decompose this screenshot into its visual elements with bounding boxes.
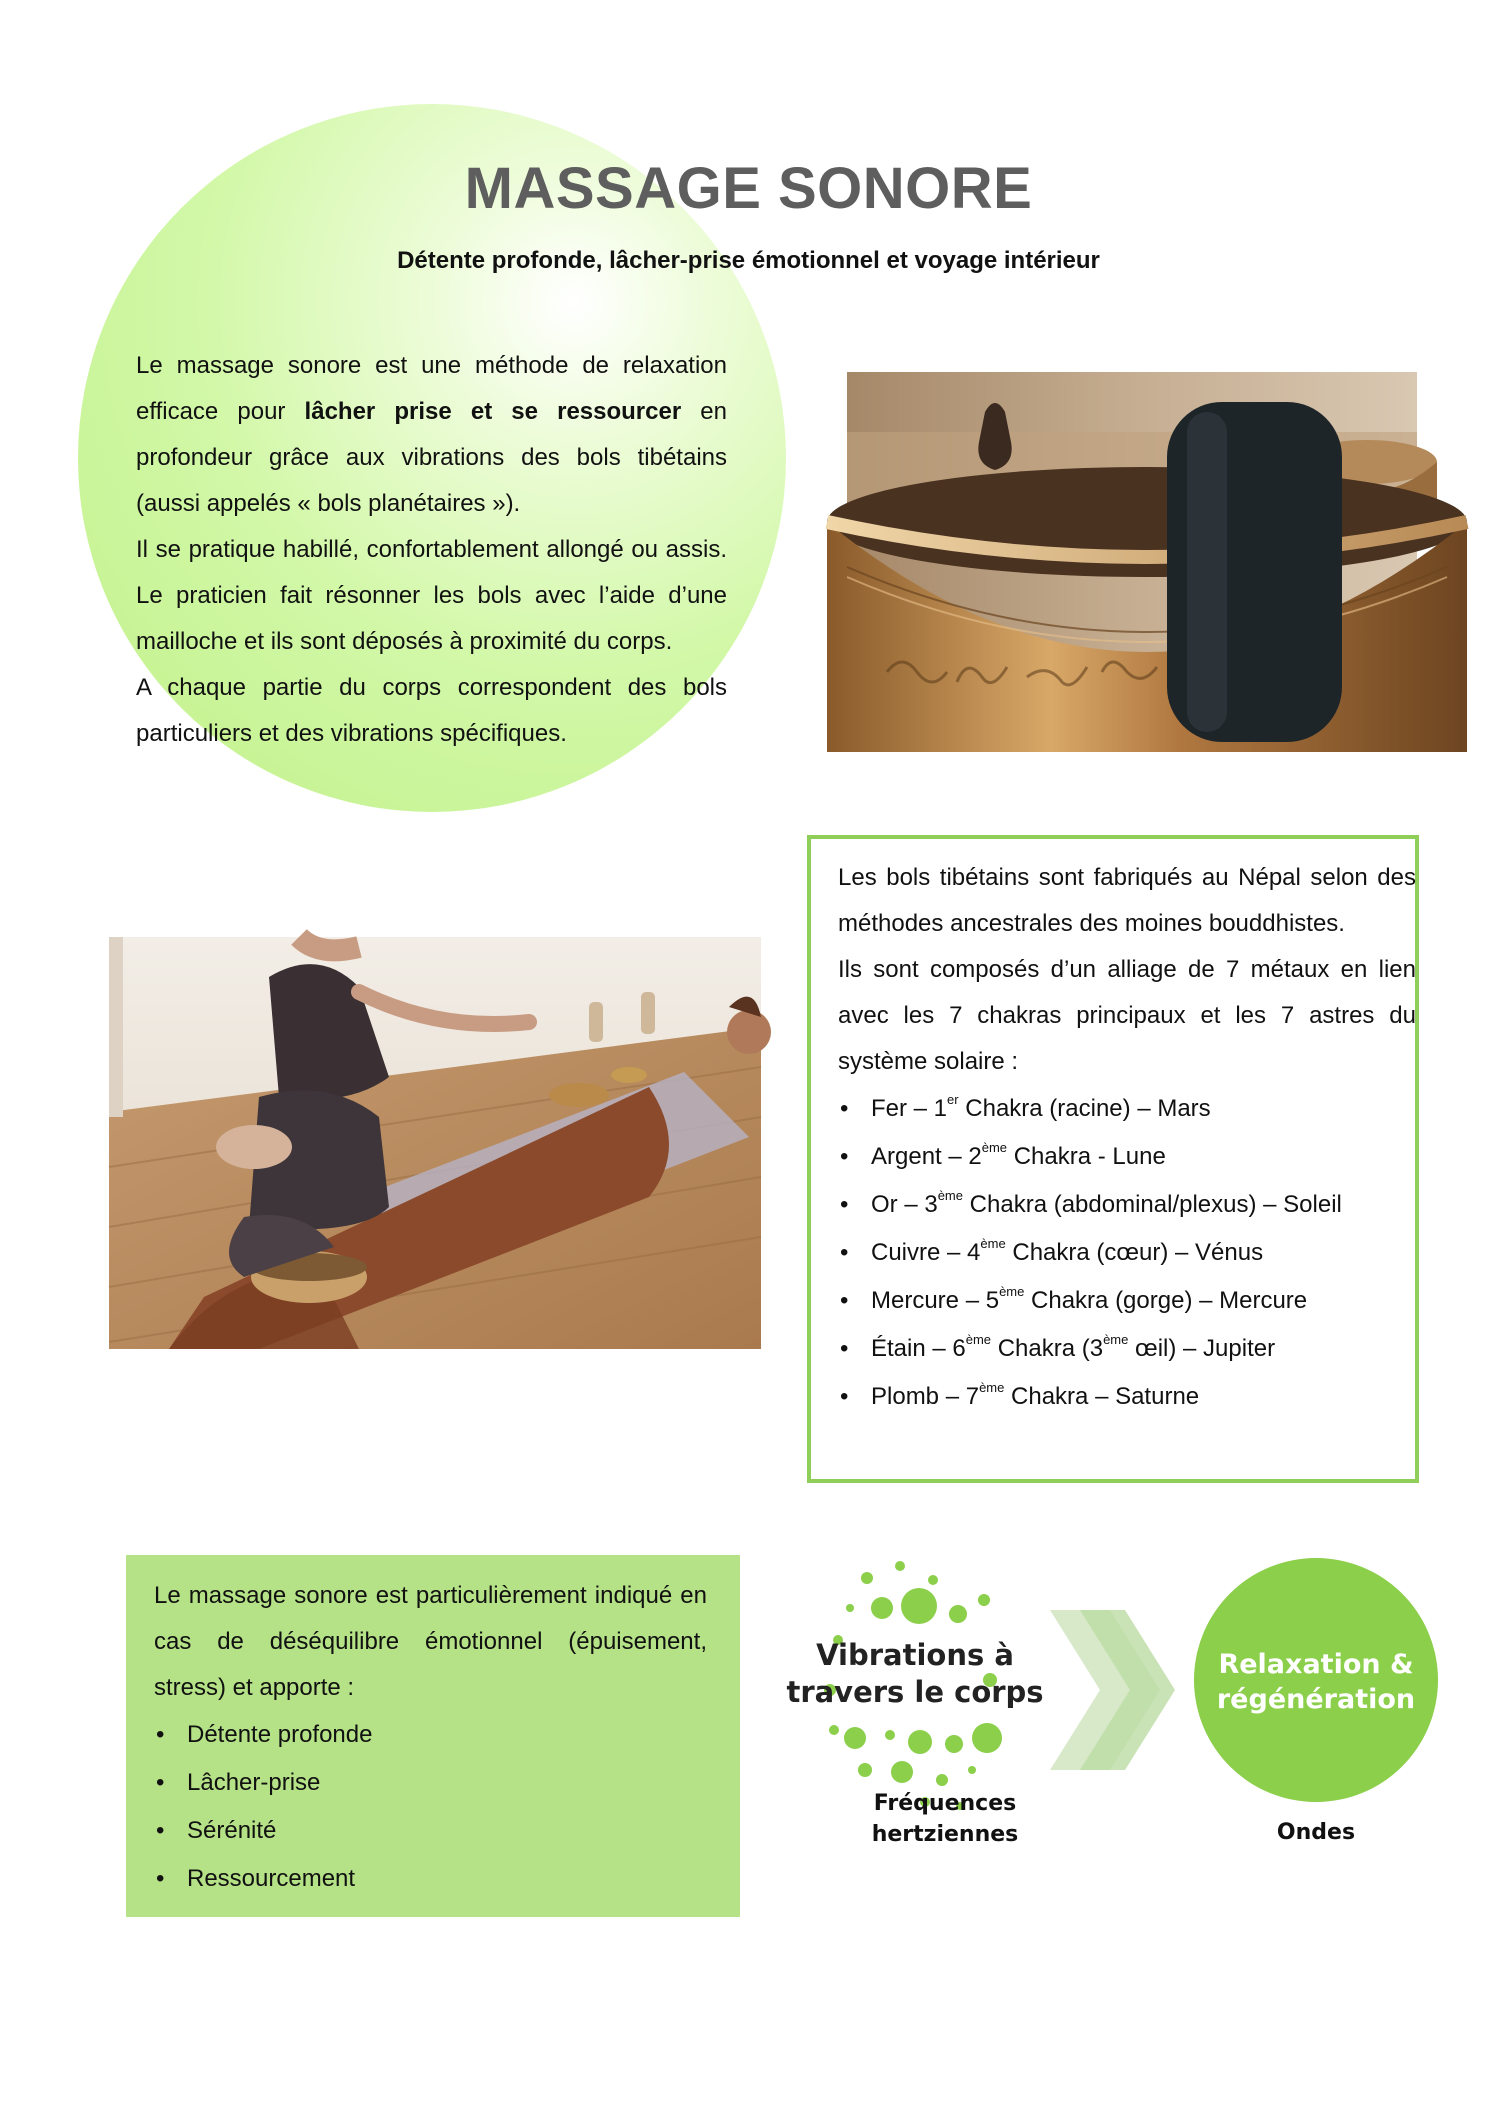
ordinal-sup: ème (979, 1380, 1005, 1395)
metal-text: Or – 3 (871, 1191, 938, 1218)
diagram-left-line-2: travers le corps (786, 1675, 1044, 1709)
ordinal-sup: ème (980, 1236, 1006, 1251)
intro-text-b: en profondeur grâce aux vibrations des bols tibétains (aussi appelés « bols planétaires »). (136, 398, 727, 517)
intro-paragraph-2: Il se pratique habillé, confortablement allongé ou assis. Le praticien fait résonner les bols avec l’aide d’une mailloche et ils sont déposés à proximité du corps. (136, 536, 727, 655)
list-item (838, 1229, 1416, 1277)
metal-text: Étain – 6 (871, 1335, 966, 1362)
page-title: MASSAGE SONORE (464, 156, 1033, 221)
bullet-icon: • (156, 1769, 165, 1796)
metal-text: Chakra - Lune (1007, 1143, 1166, 1170)
metal-text: Chakra (racine) – Mars (958, 1095, 1211, 1122)
bullet-icon: • (840, 1287, 849, 1314)
info-paragraph-2: Ils sont composés d’un alliage de 7 métaux en lien avec les 7 chakras principaux et les 7 astres du système solaire : (838, 956, 1416, 1075)
double-chevron-icon (1050, 1610, 1175, 1770)
caption-frequencies (820, 1788, 1070, 1850)
bullet-icon: • (840, 1383, 849, 1410)
intro-text-bold: lâcher prise et se ressourcer (304, 398, 682, 425)
metal-text: Argent – 2 (871, 1143, 982, 1170)
ordinal-sup: ème (937, 1188, 963, 1203)
bullet-icon: • (156, 1721, 165, 1748)
benefit-label: Lâcher-prise (187, 1769, 321, 1796)
ordinal-sup: ème (999, 1284, 1025, 1299)
list-item (838, 1181, 1416, 1229)
bullet-icon: • (840, 1239, 849, 1266)
metal-text: œil) – Jupiter (1128, 1335, 1276, 1362)
metal-text: Chakra (cœur) – Vénus (1005, 1239, 1264, 1266)
diagram-right-line-2: régénération (1216, 1684, 1416, 1715)
metal-text: Cuivre – 4 (871, 1239, 981, 1266)
massage-session-photo (109, 937, 761, 1349)
benefits-text (154, 1573, 707, 1903)
list-item (838, 1085, 1416, 1133)
benefit-label: Sérénité (187, 1817, 277, 1844)
caption-frequencies-line-1: Fréquences (873, 1791, 1017, 1816)
list-item (154, 1855, 707, 1903)
metal-text: Chakra (3 (991, 1335, 1104, 1362)
diagram-right-line-1: Relaxation & (1218, 1649, 1414, 1680)
benefits-intro: Le massage sonore est particulièrement indiqué en cas de déséquilibre émotionnel (épuisement, stress) et apporte : (154, 1582, 707, 1701)
caption-waves: Ondes (1276, 1820, 1356, 1845)
benefit-label: Ressourcement (187, 1865, 356, 1892)
bullet-icon: • (840, 1143, 849, 1170)
list-item (838, 1133, 1416, 1181)
bullet-icon: • (840, 1095, 849, 1122)
metals-list (838, 1085, 1416, 1421)
ordinal-sup: ème (981, 1140, 1008, 1155)
ordinal-sup: er (947, 1092, 959, 1107)
intro-paragraph-3: A chaque partie du corps correspondent des bols particuliers et des vibrations spécifiques. (136, 674, 727, 747)
intro-paragraph-1 (136, 343, 727, 527)
list-item (154, 1759, 707, 1807)
ordinal-sup: ème (1103, 1332, 1129, 1347)
singing-bowl-photo (847, 372, 1417, 742)
metal-text: Plomb – 7 (871, 1383, 980, 1410)
metal-text: Fer – 1 (871, 1095, 948, 1122)
list-item (838, 1373, 1416, 1421)
list-item (838, 1325, 1416, 1373)
list-item (154, 1807, 707, 1855)
info-text (838, 855, 1416, 1421)
bullet-icon: • (840, 1335, 849, 1362)
metal-text: Chakra (abdominal/plexus) – Soleil (963, 1191, 1342, 1218)
list-item (838, 1277, 1416, 1325)
benefits-list (154, 1711, 707, 1903)
ordinal-sup: ème (965, 1332, 992, 1347)
list-item (154, 1711, 707, 1759)
intro-text-a: Le massage sonore est une méthode de relaxation efficace pour (136, 352, 727, 425)
info-paragraph-1: Les bols tibétains sont fabriqués au Népal selon des méthodes ancestrales des moines bouddhistes. (838, 864, 1416, 937)
metal-text: Chakra (gorge) – Mercure (1024, 1287, 1308, 1314)
bullet-icon: • (156, 1817, 165, 1844)
benefit-label: Détente profonde (187, 1721, 373, 1748)
diagram-left-line-1: Vibrations à (816, 1638, 1014, 1672)
intro-text (136, 343, 727, 757)
caption-frequencies-line-2: hertziennes (871, 1822, 1019, 1847)
metal-text: Mercure – 5 (871, 1287, 1000, 1314)
bullet-icon: • (156, 1865, 165, 1892)
relaxation-circle (1194, 1558, 1438, 1802)
metal-text: Chakra – Saturne (1004, 1383, 1200, 1410)
bullet-icon: • (840, 1191, 849, 1218)
page-subtitle: Détente profonde, lâcher-prise émotionnel et voyage intérieur (397, 247, 1100, 274)
